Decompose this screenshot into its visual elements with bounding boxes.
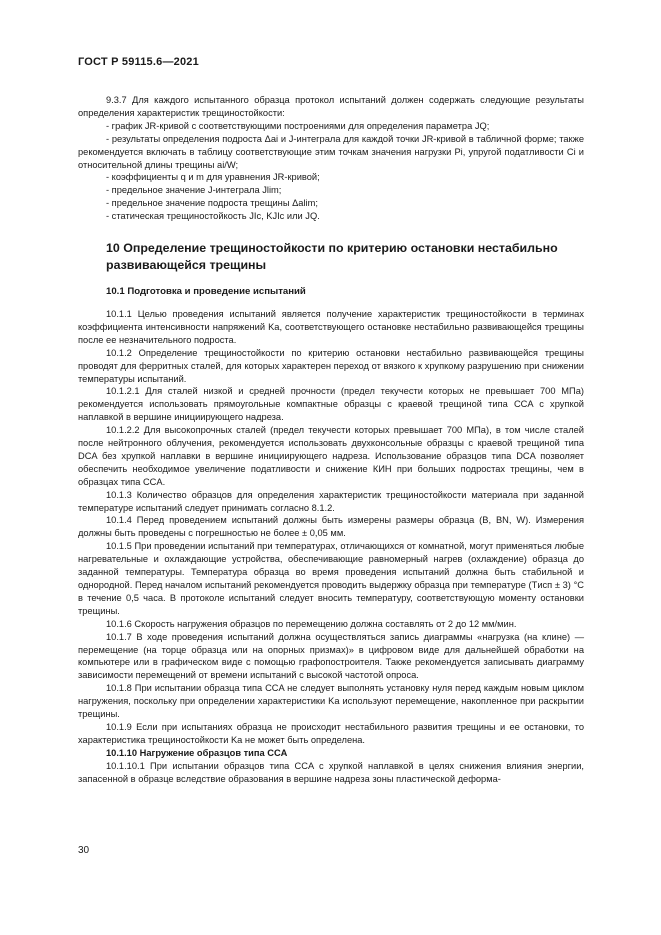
list-item: - предельное значение J-интеграла Jlim; (106, 185, 282, 196)
document-header: ГОСТ Р 59115.6—2021 (78, 56, 199, 68)
paragraph: 10.1.6 Скорость нагружения образцов по перемещению должна составлять от 2 до 12 мм/мин. (106, 618, 517, 629)
paragraph: 10.1.2.2 Для высокопрочных сталей (предел текучести которых превышает 700 МПа), в том числе сталей после нейтронного облучения, рекомендуется использовать двухконсольные образцы с краевой трещиной типа DCA без хрупкой наплавки в вершине инициирующего надреза. Использование образцов типа DCA позволяет обеспечить необходимое увеличение податливости и снижение КИН при больших подростах трещины, чем в образцах типа CCA. (78, 425, 584, 487)
list-item: - график JR-кривой с соответствующими построениями для определения параметра JQ; (106, 120, 490, 131)
subsection-title: 10.1 Подготовка и проведение испытаний (106, 286, 306, 298)
paragraph: 10.1.2.1 Для сталей низкой и средней прочности (предел текучести которых не превышает 700 МПа) рекомендуется использовать прямоугольные компактные образцы с краевой трещиной типа CCA с хрупкой наплавкой в вершине инициирующего надреза. (78, 386, 584, 423)
page-number: 30 (78, 845, 90, 856)
paragraph: 10.1.5 При проведении испытаний при температурах, отличающихся от комнатной, могут применяться любые нагревательные и охлаждающие устройства, обеспечивающие равномерный нагрев (охлаждение) образца до заданной температуры. Температура образца во время проведения испытаний должна быть стабильной и однородной. Перед началом испытаний рекомендуется проводить выдержку образца при температуре (Tисп ± 3) °С в течение 0,5 часа. В протоколе испытаний следует вносить температуру, соответствующую моменту остановки трещины. (78, 541, 584, 616)
paragraph: 10.1.9 Если при испытаниях образца не происходит нестабильного развития трещины и ее остановки, то характеристика трещиностойкости Ka не может быть определена. (78, 721, 584, 745)
page-body (78, 94, 584, 786)
paragraph: 10.1.8 При испытании образца типа CCA не следует выполнять установку нуля перед каждым новым циклом нагружения, поскольку при определении характеристики Ka используют перемещение, накопленное при раскрытии трещины. (78, 683, 584, 720)
list-item: - коэффициенты q и m для уравнения JR-кривой; (106, 172, 320, 183)
paragraph-9-3-7: 9.3.7 Для каждого испытанного образца протокол испытаний должен содержать следующие результаты определения характеристик трещиностойкости: (78, 95, 584, 118)
list-item: - статическая трещиностойкость JIc, KJIc или JQ. (106, 211, 320, 222)
paragraph: 10.1.4 Перед проведением испытаний должны быть измерены размеры образца (B, BN, W). Измерения должны быть проведены с погрешностью не более ± 0,05 мм. (78, 515, 584, 539)
list-item: - предельное значение подроста трещины Δalim; (106, 198, 318, 209)
paragraph: 10.1.2 Определение трещиностойкости по критерию остановки нестабильно развивающейся трещины проводят для ферритных сталей, для которых характерен переход от вязкого к хрупкому разрушению при снижении температуры испытаний. (78, 347, 584, 384)
section-title: 10 Определение трещиностойкости по критерию остановки нестабильно развивающейся трещины (106, 241, 558, 273)
clause-heading: 10.1.10 Нагружение образцов типа CCA (106, 747, 288, 758)
paragraph: 10.1.3 Количество образцов для определения характеристик трещиностойкости материала при заданной температуре испытаний следует принимать согласно 8.1.2. (78, 489, 584, 513)
paragraph: 10.1.1 Целью проведения испытаний является получение характеристик трещиностойкости в терминах коэффициента интенсивности напряжений Ka, соответствующего остановке нестабильно развивающейся трещины после ее незначительного подроста. (78, 308, 584, 345)
paragraph: 10.1.7 В ходе проведения испытаний должна осуществляться запись диаграммы «нагрузка (на клине) — перемещение (на торце образца или на опорных призмах)» в цифровом виде для дальнейшей обработки на компьютере или в графическом виде с помощью графопостроителя. Также рекомендуется записывать диаграмму зависимости перемещений от времени испытаний с высокой частотой опроса. (78, 631, 584, 681)
paragraph: 10.1.10.1 При испытании образцов типа CCA с хрупкой наплавкой в целях снижения влияния энергии, запасенной в образце вследствие образования в вершине надреза зоны пластической деформа- (78, 760, 584, 784)
list-item: - результаты определения подроста Δai и J-интеграла для каждой точки JR-кривой в табличной форме; также рекомендуется включать в таблицу соответствующие этим точкам значения нагрузки Pi, упругой податливости Ci и относительной длины трещины ai/W; (78, 133, 584, 170)
